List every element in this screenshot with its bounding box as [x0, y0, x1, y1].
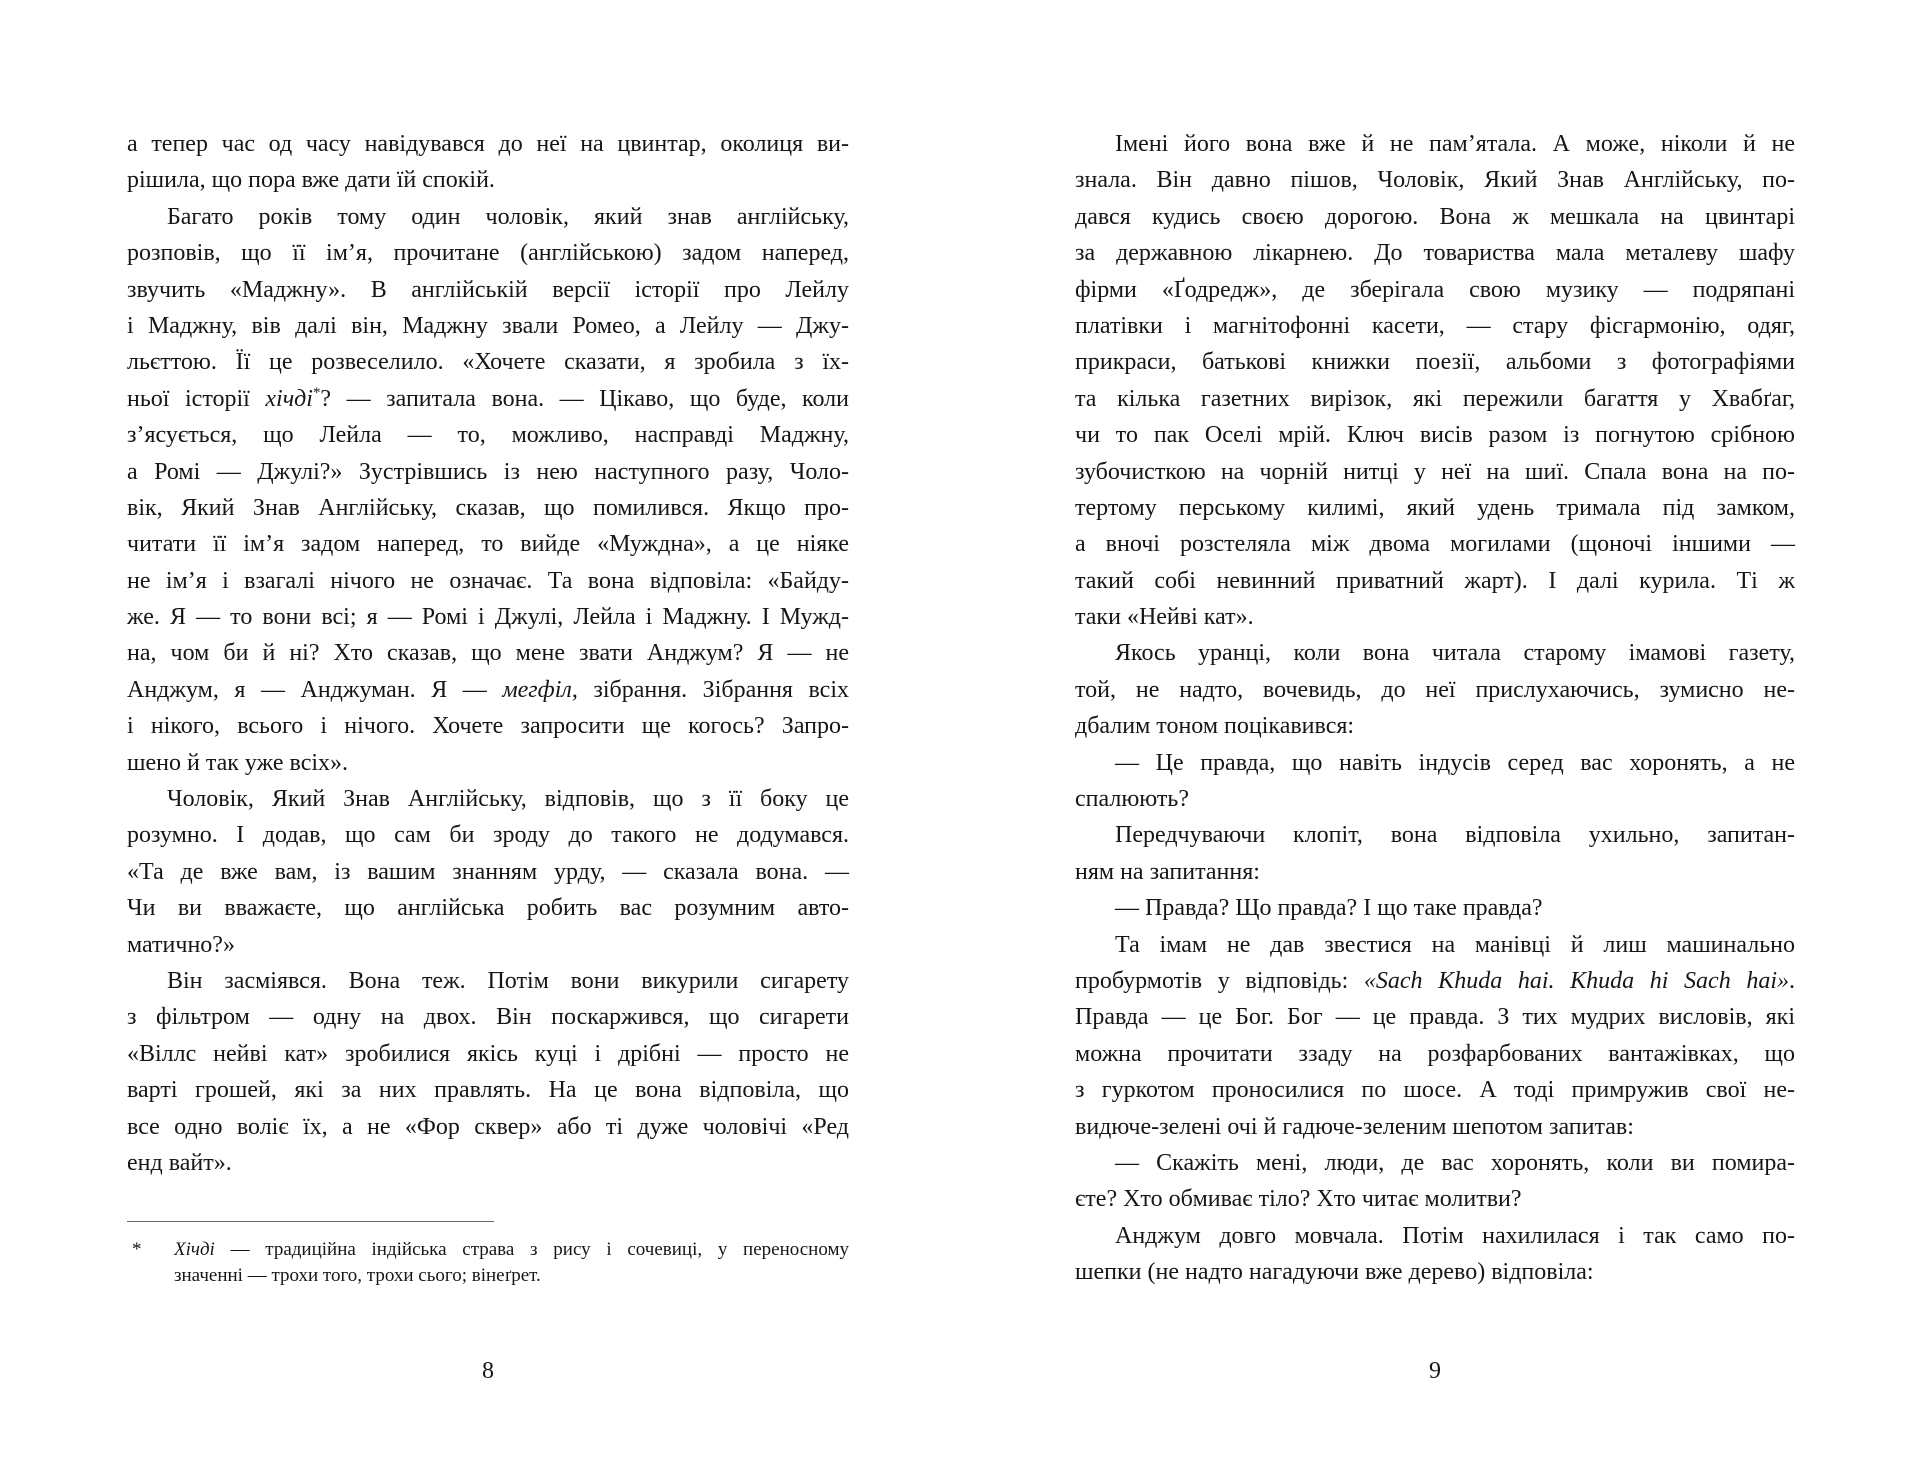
text-line: Правда — це Бог. Бог — це правда. З тих мудрих висловів, які [1075, 1004, 1795, 1031]
text-line: на, чом би й ні? Хто сказав, що мене звати Анджум? Я — не [127, 640, 849, 667]
text-segment: пробурмотів у відповідь: [1075, 967, 1364, 994]
text-line: і нікого, всього і нічого. Хочете запросити ще когось? Запро- [127, 713, 849, 740]
text-line: спалюють? [1075, 786, 1189, 813]
text-line: з фільтром — одну на двох. Він поскаржився, що сигарети [127, 1004, 849, 1031]
text-line: шено й так уже всіх». [127, 749, 349, 776]
paragraph [1075, 635, 1795, 744]
body-text [1075, 126, 1795, 1291]
footnote-divider [127, 1221, 494, 1222]
paragraph [1075, 745, 1795, 818]
text-line: льєттою. Її це розвеселило. «Хочете сказати, я зробила з їх- [127, 349, 849, 376]
text-line: та кілька газетних вирізок, які пережили багаття у Хвабґаг, [1075, 385, 1795, 412]
text-line: вік, Який Знав Англійську, сказав, що помилився. Якщо про- [127, 494, 849, 521]
text-line: а Ромі — Джулі?» Зустрівшись із нею наступного разу, Чоло- [127, 458, 849, 485]
text-line [127, 672, 849, 708]
text-line: розповів, що її ім’я, прочитане (англійською) задом наперед, [127, 240, 849, 267]
footnote [132, 1237, 849, 1288]
text-line: тертому перському килимі, який удень тримала під замком, [1075, 494, 1795, 521]
paragraph [1075, 1218, 1795, 1291]
text-line: рішила, що пора вже дати їй спокій. [127, 167, 495, 194]
text-line: значенні — трохи того, трохи сього; вінеґрет. [174, 1264, 541, 1286]
text-segment: , зібрання. Зібрання всіх [571, 676, 850, 703]
text-line: Імені його вона вже й не пам’ятала. А може, ніколи й не [1115, 131, 1795, 157]
footnote-marker: * [132, 1239, 142, 1260]
italic-text: хічді [265, 385, 313, 412]
text-line: з’ясується, що Лейла — то, можливо, насправді Маджну, [127, 422, 849, 449]
text-line: Та імам не дав звестися на манівці й лиш машинально [1115, 931, 1795, 958]
text-line: Він засміявся. Вона теж. Потім вони викурили сигарету [167, 967, 849, 994]
text-line: єте? Хто обмиває тіло? Хто читає молитви? [1075, 1186, 1522, 1213]
text-line: знала. Він давно пішов, Чоловік, Який Знав Англійську, по- [1075, 167, 1795, 194]
text-line: Чоловік, Який Знав Англійську, відповів, що з її боку це [167, 786, 849, 813]
text-segment: ньої історії [127, 385, 266, 412]
text-line [1075, 963, 1795, 999]
paragraph [127, 963, 849, 1181]
text-line: платівки і магнітофонні касети, — стару фісгармонію, одяг, [1075, 312, 1795, 339]
text-line: — Скажіть мені, люди, де вас хоронять, коли ви помира- [1115, 1149, 1795, 1176]
footnote-text [174, 1237, 849, 1288]
text-line: той, не надто, вочевидь, до неї прислухаючись, зумисно не- [1075, 676, 1795, 703]
text-line: «Віллс нейві кат» зробилися якісь куці і дрібні — просто не [127, 1040, 849, 1067]
text-line: дбалим тоном поцікавився: [1075, 713, 1355, 740]
paragraph [1075, 927, 1795, 1145]
text-line: з гуркотом проносилися по шосе. А тоді примружив свої не- [1075, 1077, 1795, 1104]
text-line [174, 1237, 849, 1263]
text-line: Якось уранці, коли вона читала старому імамові газету, [1115, 640, 1795, 667]
text-line: Передчуваючи клопіт, вона відповіла ухильно, запитан- [1115, 822, 1795, 849]
text-line: «Та де вже вам, із вашим знанням урду, — сказала вона. — [127, 858, 849, 885]
text-line: звучить «Маджну». В англійській версії історії про Лейлу [127, 276, 849, 303]
text-line: а тепер час од часу навідувався до неї на цвинтар, околиця ви- [127, 131, 849, 157]
italic-text: «Sach Khuda hai. Khuda hi Sach hai» [1363, 967, 1790, 994]
text-line: видюче-зелені очі й гадюче-зеленим шепотом запитав: [1075, 1113, 1634, 1140]
text-line: — Правда? Що правда? І що таке правда? [1115, 895, 1543, 922]
paragraph [127, 126, 849, 199]
text-segment: — традиційна індійська страва з рису і сочевиці, у переносному [214, 1239, 849, 1260]
text-line: Анджум довго мовчала. Потім нахилилася і так само по- [1115, 1222, 1795, 1249]
text-line: можна прочитати ззаду на розфарбованих вантажівках, що [1075, 1040, 1795, 1067]
text-line: же. Я — то вони всі; я — Ромі і Джулі, Лейла і Маджну. І Мужд- [127, 604, 849, 631]
page-number: 8 [482, 1358, 494, 1384]
text-line: — Це правда, що навіть індусів серед вас хоронять, а не [1115, 749, 1795, 776]
text-line: такий собі невинний приватний жарт). І далі курила. Ті ж [1075, 567, 1795, 594]
body-text [127, 126, 849, 1181]
italic-text: Хічді [174, 1239, 215, 1260]
text-segment: . [1789, 967, 1796, 994]
text-segment: ? — запитала вона. — Цікаво, що буде, коли [320, 385, 849, 412]
text-line: Багато років тому один чоловік, який знав англійську, [167, 203, 849, 230]
text-line: читати її ім’я задом наперед, то вийде «Муждна», а це ніяке [127, 531, 849, 558]
text-line: шепки (не надто нагадуючи вже дерево) відповіла: [1075, 1259, 1594, 1286]
text-line: зубочисткою на чорній нитці у неї на шиї. Спала вона на по- [1075, 458, 1795, 485]
paragraph [127, 199, 849, 781]
text-line: таки «Нейві кат». [1075, 604, 1254, 631]
text-line: чи то пак Оселі мрій. Ключ висів разом із погнутою срібною [1075, 422, 1795, 449]
paragraph [1075, 890, 1795, 926]
text-segment: Анджум, я — Анджуман. Я — [127, 676, 503, 703]
paragraph [1075, 1145, 1795, 1218]
paragraph [127, 781, 849, 963]
italic-text: мегфіл [502, 676, 572, 703]
text-line: варті грошей, які за них правлять. На це вона відповіла, що [127, 1077, 849, 1104]
page-right [960, 0, 1920, 1477]
text-line: а вночі розстеляла між двома могилами (щоночі іншими — [1075, 531, 1795, 558]
text-line: матично?» [127, 931, 235, 958]
text-line: ням на запитання: [1075, 858, 1260, 885]
paragraph [1075, 817, 1795, 890]
text-line: все одно воліє їх, а не «Фор сквер» або ті дуже чоловічі «Ред [127, 1113, 849, 1140]
text-line: Чи ви вважаєте, що англійська робить вас розумним авто- [127, 895, 849, 922]
text-line: розумно. І додав, що сам би зроду до такого не додумався. [127, 822, 849, 849]
text-line: фірми «Ґодредж», де зберігала свою музику — подряпані [1075, 276, 1795, 303]
paragraph [1075, 126, 1795, 635]
text-line: прикраси, батькові книжки поезії, альбоми з фотографіями [1075, 349, 1795, 376]
text-line: енд вайт». [127, 1149, 232, 1176]
text-line [127, 381, 849, 417]
text-line: не ім’я і взагалі нічого не означає. Та вона відповіла: «Байду- [127, 567, 849, 594]
text-line: за державною лікарнею. До товариства мала металеву шафу [1075, 240, 1795, 267]
text-line: і Маджну, вів далі він, Маджну звали Ромео, а Лейлу — Джу- [127, 312, 849, 339]
footnote-reference: * [312, 384, 321, 401]
text-line: дався кудись своєю дорогою. Вона ж мешкала на цвинтарі [1075, 203, 1795, 230]
page-number: 9 [1429, 1358, 1441, 1384]
